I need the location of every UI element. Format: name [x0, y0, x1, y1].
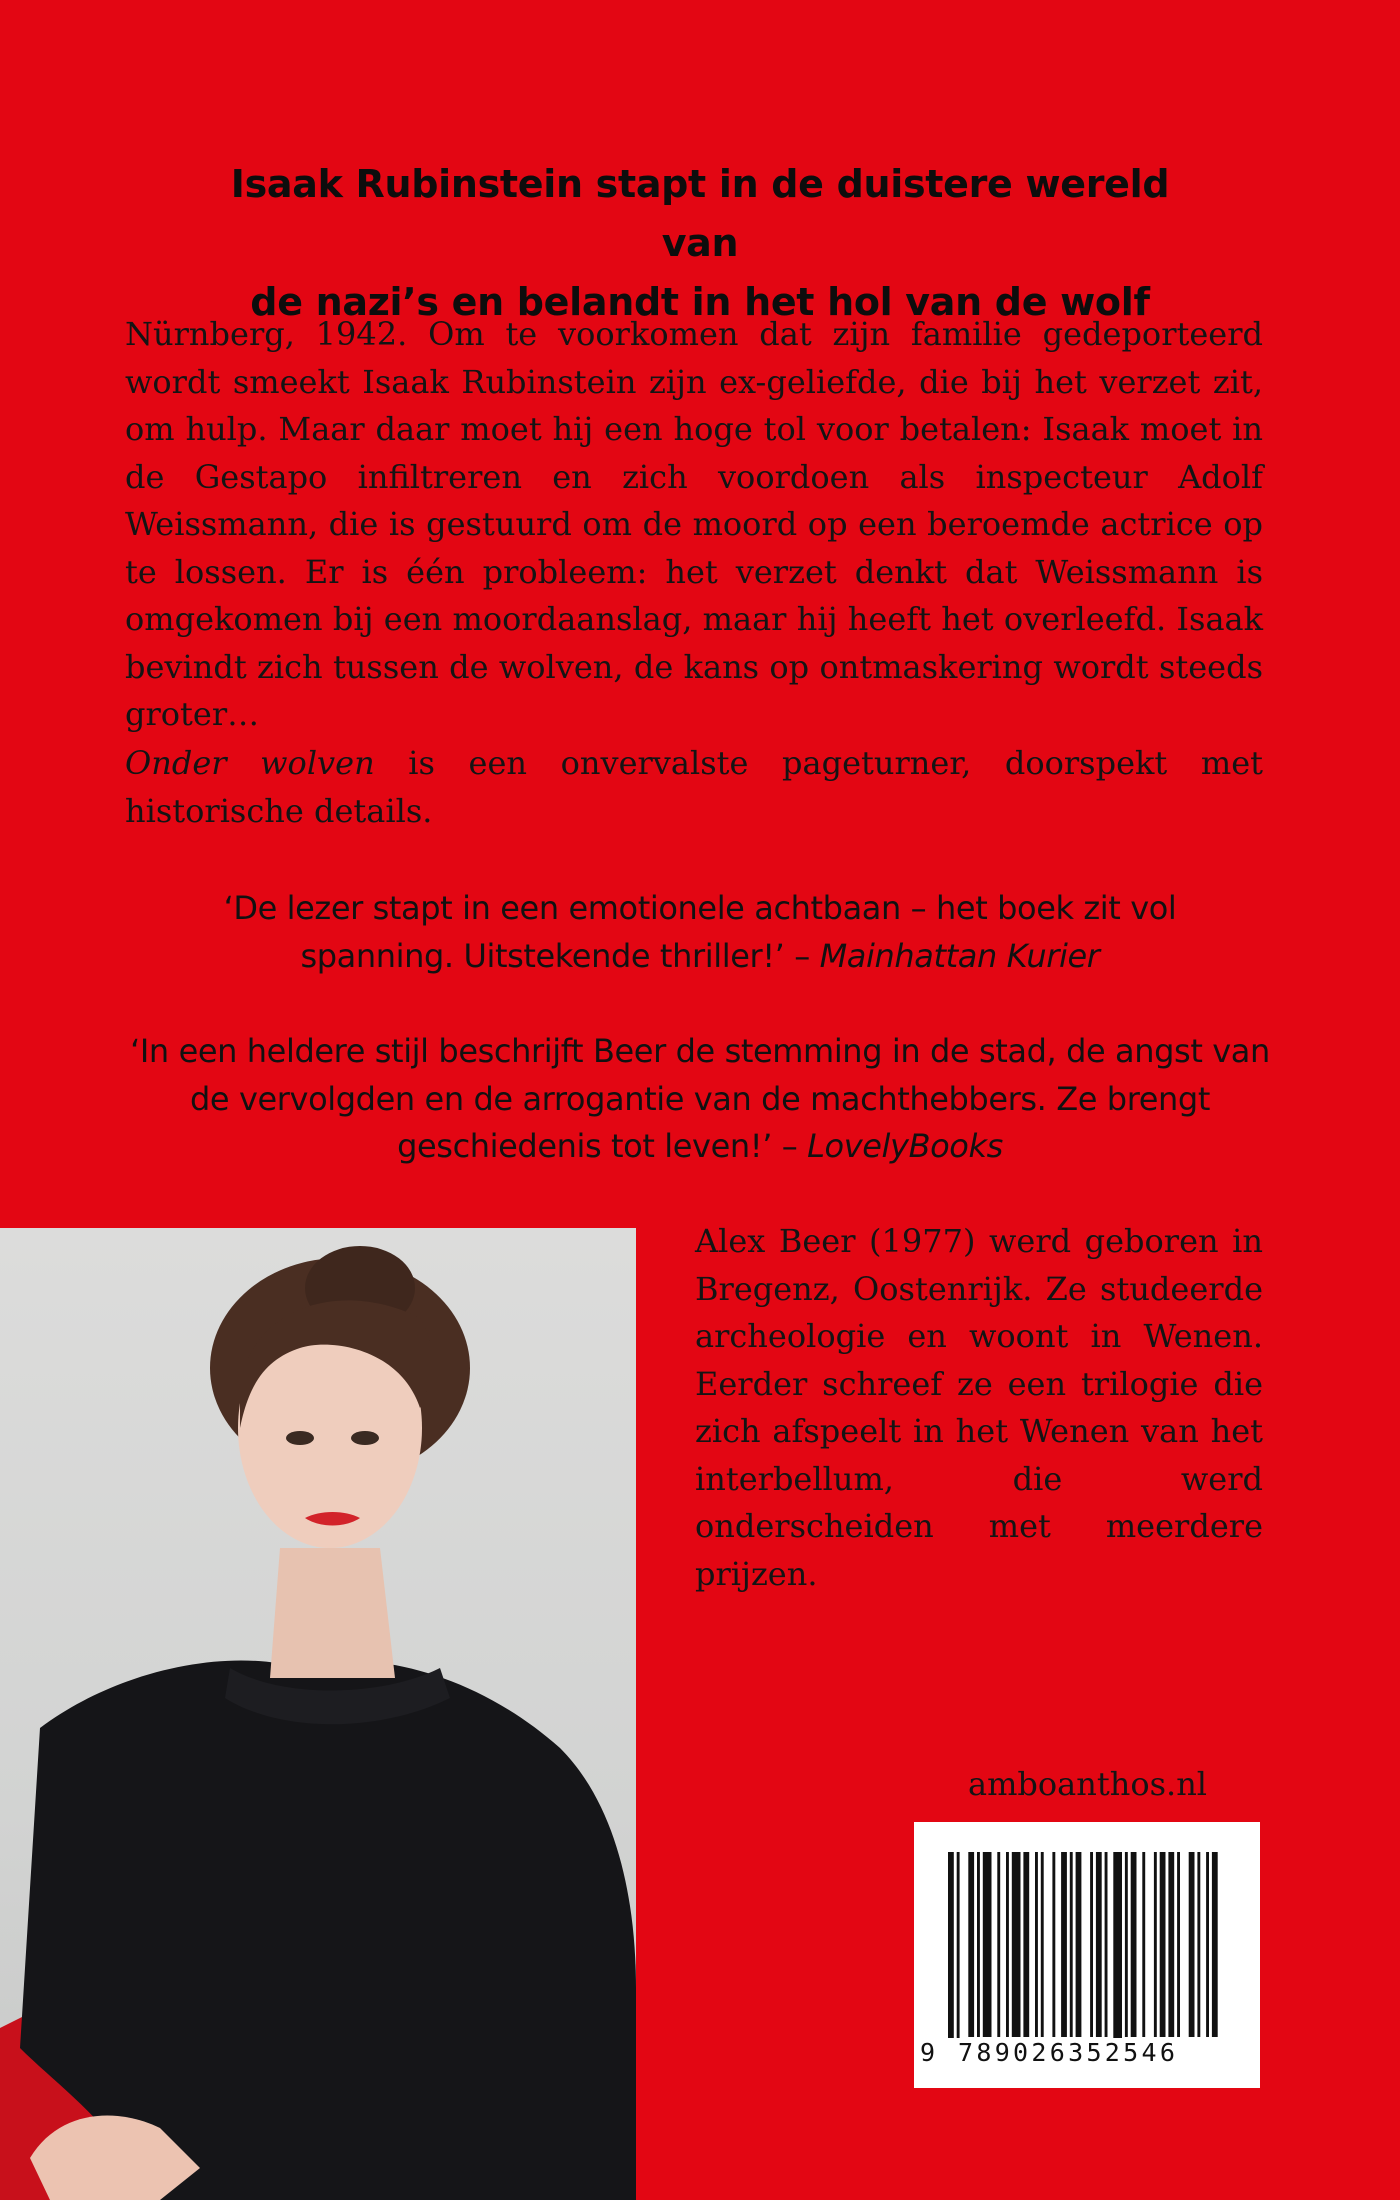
barcode-bar — [1061, 1852, 1067, 2037]
barcode-bar — [1212, 1852, 1218, 2037]
barcode-bar — [957, 1852, 960, 2052]
barcode-bar — [1154, 1852, 1157, 2037]
isbn-barcode — [914, 1822, 1260, 2088]
barcode-bar — [1142, 1852, 1145, 2037]
review-quote-1 — [150, 885, 1250, 980]
review-quote-2 — [110, 1028, 1290, 1171]
barcode-bar — [1125, 1852, 1128, 2037]
barcode-bar — [983, 1852, 992, 2037]
barcode-bar — [1206, 1852, 1209, 2037]
barcode-bar — [968, 1852, 974, 2037]
barcode-bar — [1041, 1852, 1044, 2037]
headline — [200, 155, 1200, 332]
barcode-bar — [1096, 1852, 1102, 2037]
barcode-digits: 789026352546 — [942, 2038, 1258, 2067]
blurb-2-text: is een onvervalste pageturner, doorspekt met historische details. — [125, 744, 1264, 830]
barcode-bar — [948, 1852, 954, 2052]
barcode-bar — [1168, 1852, 1174, 2037]
barcode-bar — [997, 1852, 1000, 2037]
barcode-bar — [1070, 1852, 1073, 2037]
author-bio: Alex Beer (1977) werd geboren in Bregenz, Oostenrijk. Ze studeerde archeologie en woont in Wenen. Eerder schreef ze een trilogie die zich afspeelt in het Wenen van het interbellum, die werd onderscheiden met meerdere prijzen. — [695, 1222, 1263, 1593]
barcode-bar — [1189, 1852, 1195, 2037]
book-title: Onder wolven — [125, 744, 375, 782]
publisher-website[interactable]: amboanthos.nl — [968, 1765, 1208, 1803]
quote-2-text: ‘In een heldere stijl beschrijft Beer de stemming in de stad, de angst van de vervolgden en de arrogantie van de machthebbers. Ze brengt geschiedenis tot leven!’ – — [130, 1032, 1270, 1165]
barcode-bar — [1105, 1852, 1108, 2037]
barcode-bar — [1090, 1852, 1093, 2037]
barcode-first-digit: 9 — [920, 2038, 936, 2067]
headline-line-1: Isaak Rubinstein stapt in de duistere wereld van — [230, 162, 1170, 265]
barcode-bar — [1012, 1852, 1021, 2037]
quote-1-source: Mainhattan Kurier — [819, 936, 1100, 975]
blurb-paragraph: Nürnberg, 1942. Om te voorkomen dat zijn familie gedeporteerd wordt smeekt Isaak Rubinstein zijn ex-geliefde, die bij het verzet zit, om hulp. Maar daar moet hij een hoge tol voor betalen: Isaak moet in de Gestapo infiltreren en zich voordoen als inspecteur Adolf Weissmann, die is gestuurd om de moord op een beroemde actrice op te lossen. Er is één probleem: het verzet denkt dat Weissmann is omgekomen bij een moordaanslag, maar hij heeft het overleefd. Isaak bevindt zich tussen de wolven, de kans op ontmaskering wordt steeds groter… — [125, 315, 1263, 733]
barcode-bar — [1177, 1852, 1180, 2037]
barcode-bar — [1197, 1852, 1200, 2037]
barcode-bar — [1006, 1852, 1009, 2037]
quote-1-text: ‘De lezer stapt in een emotionele achtbaan – het boek zit vol spanning. Uitstekende thriller!’ – — [223, 889, 1177, 975]
quote-2-source: LovelyBooks — [807, 1127, 1003, 1165]
author-photo — [0, 1228, 636, 2200]
barcode-bar — [1113, 1852, 1122, 2052]
blurb-paragraph-2 — [125, 740, 1263, 835]
author-portrait-illustration — [0, 1228, 636, 2200]
barcode-bar — [1035, 1852, 1038, 2037]
barcode-bar — [1076, 1852, 1082, 2037]
barcode-bar — [1023, 1852, 1029, 2037]
barcode-bar — [1052, 1852, 1055, 2037]
barcode-bar — [977, 1852, 980, 2037]
barcode-bar — [1131, 1852, 1137, 2037]
headline-line-2: de nazi’s en belandt in het hol van de wolf — [250, 280, 1150, 324]
barcode-bar — [1160, 1852, 1166, 2037]
